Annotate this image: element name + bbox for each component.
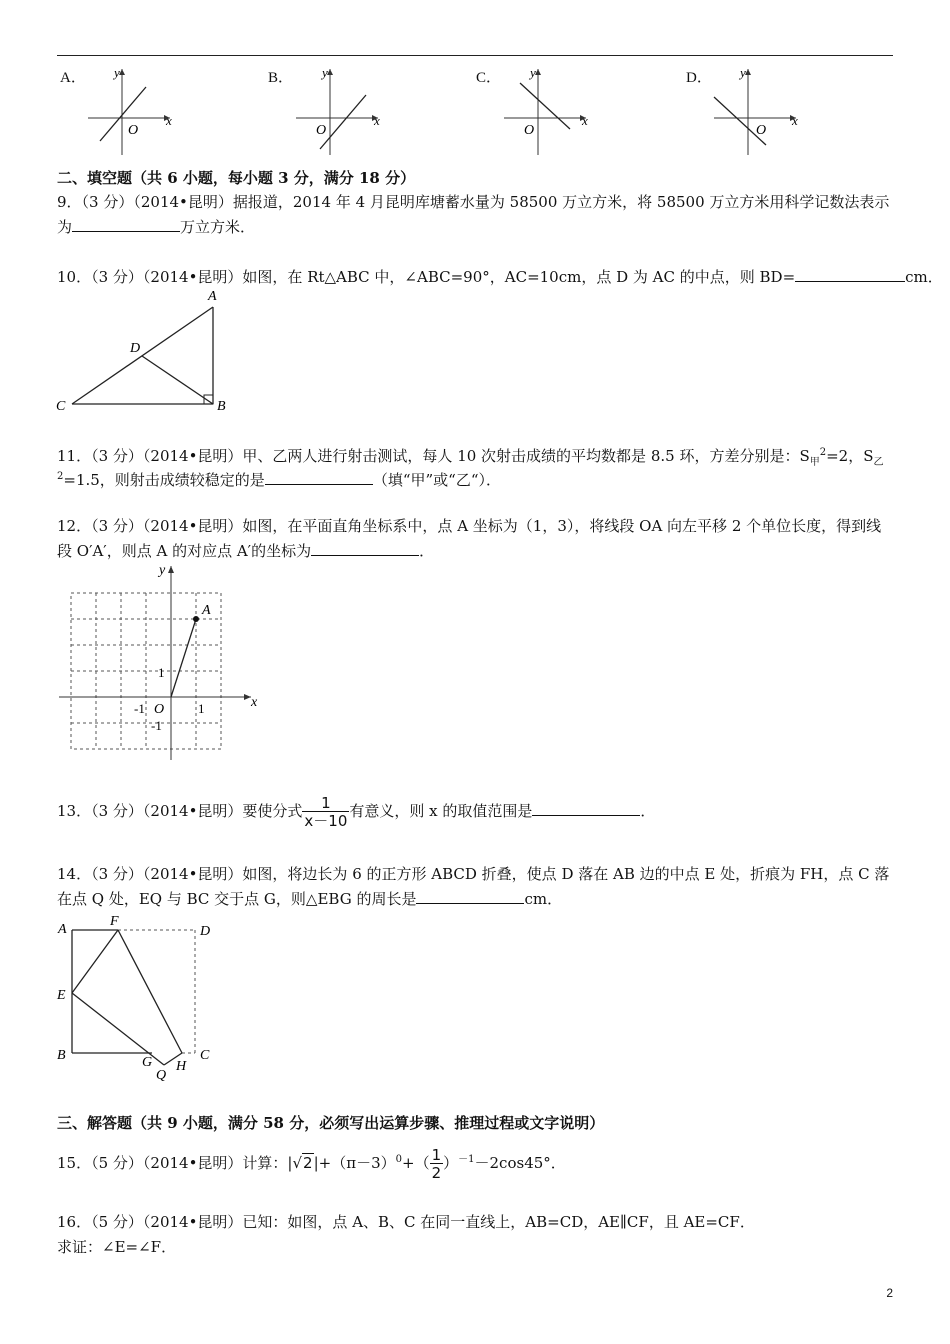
q10-figure <box>50 286 240 416</box>
q15-sqrt: √2 <box>292 1154 313 1172</box>
q15-text: 15．（5 分）（2014•昆明）计算：$|√2|+(\pi-3)^0+$（ $\frac{1}{2}$ ）$^{-1}$－2cos45°． <box>57 1140 566 1183</box>
q9-post: 万立方米． <box>180 218 256 236</box>
option-c-label: C． <box>476 70 502 86</box>
q14-label-h: H <box>176 1059 187 1074</box>
option-d-graph <box>708 63 808 159</box>
option-b-y: y <box>322 65 328 80</box>
q12-segment-oa <box>171 619 196 697</box>
option-b-line <box>320 95 366 149</box>
q12-tick-x1: 1 <box>198 701 205 716</box>
option-c-x: x <box>582 113 588 128</box>
option-d-label: D． <box>686 70 712 86</box>
q14-label-d: D <box>200 924 211 939</box>
option-c-o: O <box>524 123 535 138</box>
q10-label-d: D <box>130 341 141 356</box>
q12-label-x: x <box>251 695 258 710</box>
q15-fraction: $\frac{1}{2}$ <box>431 1145 442 1182</box>
q12-tick-y1: 1 <box>158 665 165 680</box>
q14-label-q: Q <box>156 1068 167 1083</box>
q9-answer-blank[interactable] <box>72 217 180 232</box>
option-d-y: y <box>740 65 746 80</box>
q10-label-c: C <box>56 399 66 414</box>
q12-line1: 12．（3 分）（2014•昆明）如图，在平面直角坐标系中，点 A 坐标为（1，3），将线段 OA 向左平移 2 个单位长度，得到线 <box>57 517 882 535</box>
header-rule <box>57 55 893 56</box>
q14-line1: 14．（3 分）（2014•昆明）如图，将边长为 6 的正方形 ABCD 折叠，使点 D 落在 AB 边的中点 E 处，折痕为 FH，点 C 落 <box>57 865 890 883</box>
q10-label-b: B <box>217 399 226 414</box>
q12-tick-xneg1: -1 <box>134 701 145 716</box>
option-c-graph <box>498 63 598 159</box>
q12-line2: 段 O′A′，则点 A 的对应点 A′的坐标为 ． <box>57 542 435 560</box>
q14-label-f: F <box>110 914 119 929</box>
q10-label-a: A <box>208 289 217 304</box>
option-c-y: y <box>530 65 536 80</box>
option-d-x: x <box>792 113 798 128</box>
q12-label-y: y <box>159 563 166 578</box>
q11-line1: 11．（3 分）（2014•昆明）甲、乙两人进行射击测试，每人 10 次射击成绩的平均数都是 8.5 环，方差分别是：$S_甲^2=2$，$S_乙$ <box>57 447 884 468</box>
q9-line1: 9．（3 分）（2014•昆明）据报道，2014 年 4 月昆明库塘蓄水量为 58500 万立方米，将 58500 万立方米用科学记数法表示 <box>57 193 890 211</box>
q10-pre: 10．（3 分）（2014•昆明）如图，在 Rt△ABC 中，∠ABC=90°，AC=10cm，点 D 为 AC 的中点，则 BD= <box>57 268 796 286</box>
q14-label-a: A <box>58 922 67 937</box>
q16-line1: 16．（5 分）（2014•昆明）已知：如图，点 A、B、C 在同一直线上，AB=CD，AE∥CF，且 AE=CF． <box>57 1213 755 1231</box>
option-a-o: O <box>128 123 139 138</box>
option-a-line <box>100 87 146 141</box>
q14-line2: 在点 Q 处，EQ 与 BC 交于点 G，则△EBG 的周长是 cm． <box>57 890 563 908</box>
q13-fraction: $\frac{1}{x-10}$ <box>304 793 348 830</box>
option-d-o: O <box>756 123 767 138</box>
q16-line2: 求证：∠E=∠F． <box>57 1238 177 1256</box>
option-a-x: x <box>166 113 172 128</box>
q14-folded-square <box>52 913 232 1083</box>
section2-title: 二、填空题（共 6 小题，每小题 3 分，满分 18 分） <box>57 169 416 187</box>
option-a-graph <box>82 63 182 159</box>
q9-pre: 为 <box>57 218 73 236</box>
q12-label-o: O <box>154 702 165 717</box>
q12-tick-yneg1: -1 <box>151 718 162 733</box>
q14-answer-blank[interactable] <box>416 889 524 904</box>
q12-point-a <box>193 616 199 622</box>
q10-text <box>57 267 943 287</box>
q10-post: cm． <box>905 268 943 286</box>
option-b-label: B． <box>268 70 294 86</box>
q11-answer-blank[interactable] <box>265 470 373 485</box>
page-number: 2 <box>886 1286 893 1300</box>
option-a-y: y <box>114 65 120 80</box>
q12-label-a: A <box>202 603 211 618</box>
q10-answer-blank[interactable] <box>795 267 905 282</box>
q14-label-g: G <box>142 1055 153 1070</box>
q14-label-e: E <box>57 988 66 1003</box>
option-a-label: A． <box>60 70 86 86</box>
q12-answer-blank[interactable] <box>311 541 419 556</box>
q11-line2: $^2$=1.5，则射击成绩较稳定的是 （填“甲”或“乙“）． <box>57 471 501 489</box>
q9-line2 <box>57 217 255 237</box>
option-b-graph <box>290 63 390 159</box>
q14-label-c: C <box>200 1048 210 1063</box>
q14-label-b: B <box>57 1048 66 1063</box>
q13-text: 13．（3 分）（2014•昆明）要使分式 $\frac{1}{x-10}$ 有意义，则 x 的取值范围是 ． <box>57 793 656 830</box>
q12-coordinate-grid <box>55 560 265 765</box>
q13-answer-blank[interactable] <box>532 801 640 816</box>
option-b-o: O <box>316 123 327 138</box>
option-b-x: x <box>374 113 380 128</box>
section3-title: 三、解答题（共 9 小题，满分 58 分，必须写出运算步骤、推理过程或文字说明） <box>57 1114 605 1132</box>
